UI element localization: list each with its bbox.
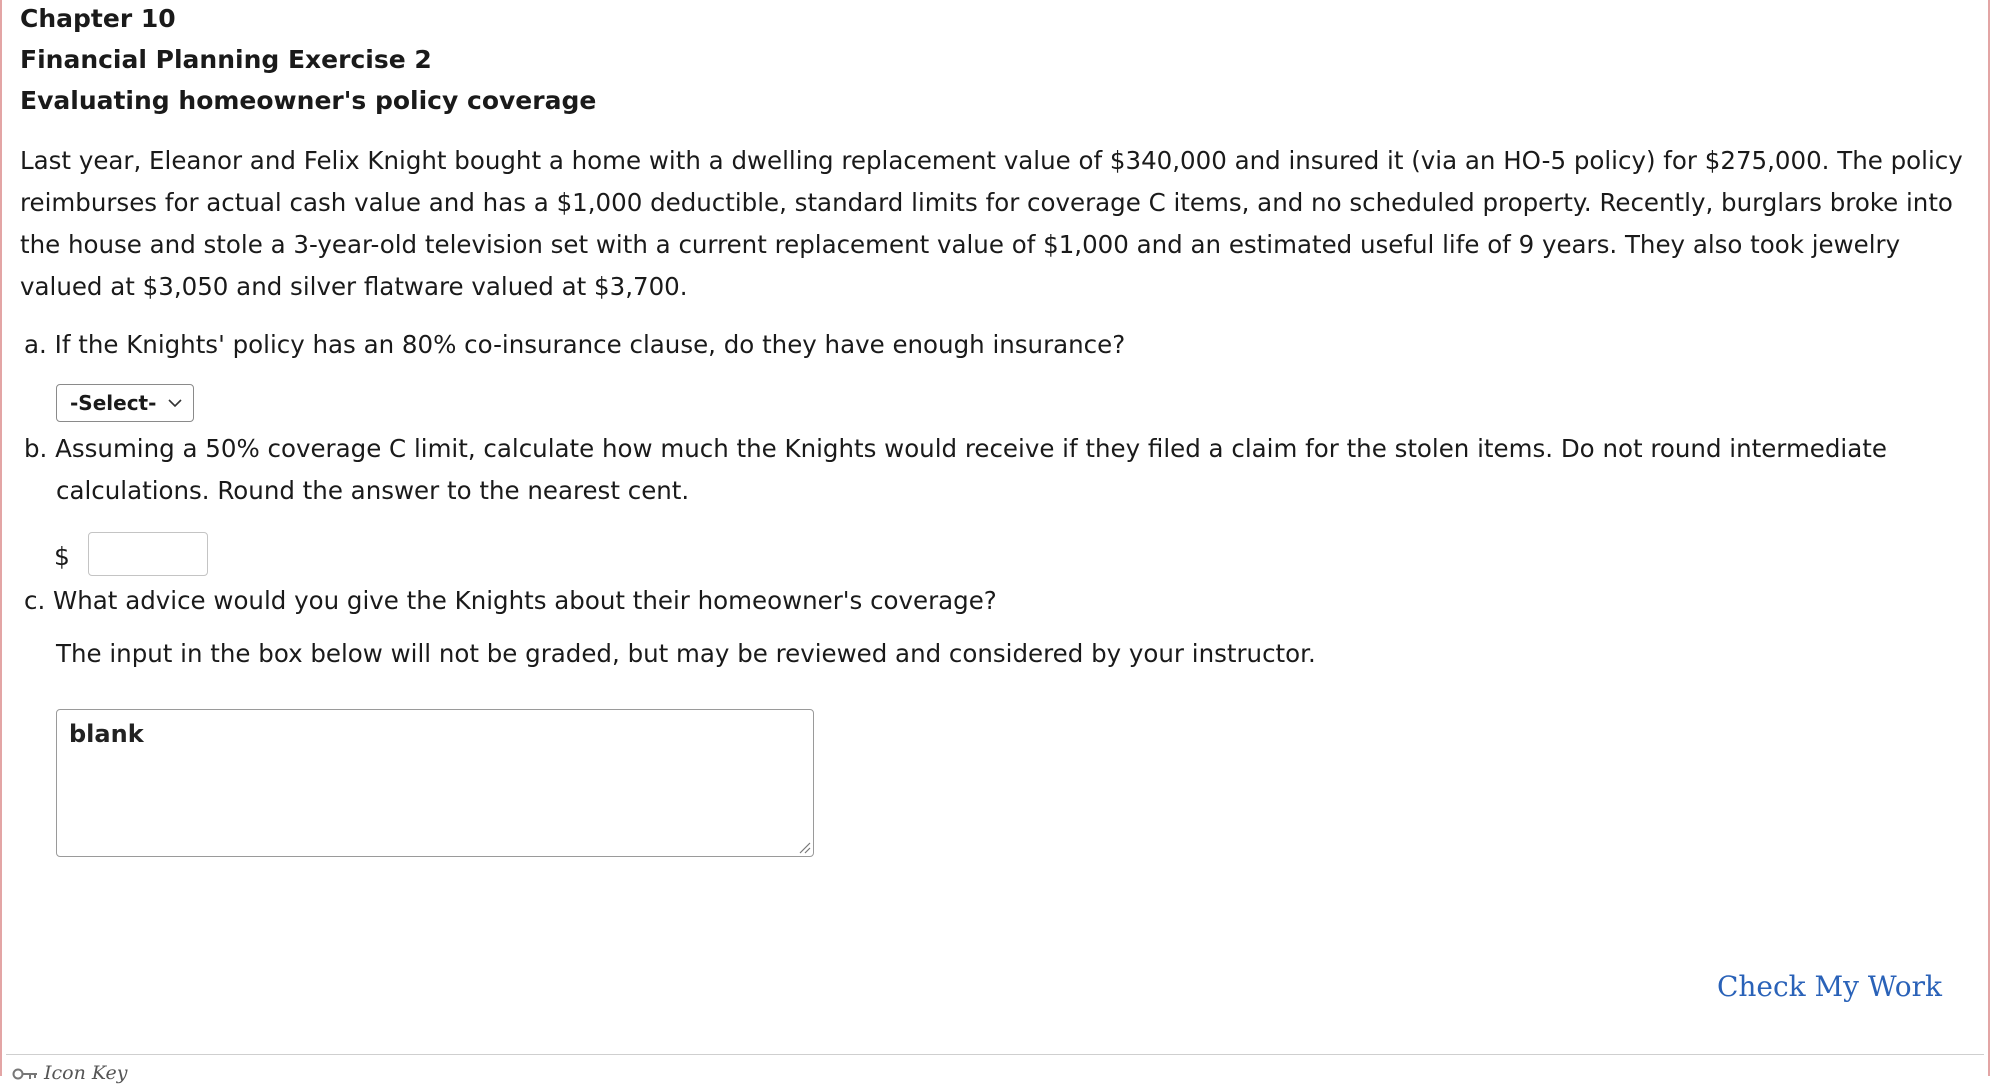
currency-symbol: $ [54, 542, 70, 571]
question-a-select[interactable] [56, 384, 194, 422]
chevron-down-icon [167, 395, 183, 411]
exercise-heading: Financial Planning Exercise 2 [20, 45, 432, 74]
question-b-amount-input[interactable] [88, 532, 208, 576]
question-c-advice-textarea[interactable] [56, 709, 814, 857]
icon-key-link[interactable] [12, 1062, 128, 1084]
check-my-work-link[interactable]: Check My Work [1716, 970, 1942, 1003]
question-c-text: c. What advice would you give the Knights about their homeowner's coverage? [24, 586, 997, 615]
question-c-textarea-value: blank [69, 720, 144, 748]
scenario-paragraph: Last year, Eleanor and Felix Knight bought a home with a dwelling replacement value of $340,000 and insured it (via an HO-5 policy) for $275,000. The policy reimburses for actual cash value and has a $1,000 deductible, standard limits for coverage C items, and no scheduled property. Recently, burglars broke into the house and stole a 3-year-old television set with a current replacement value of $1,000 and an estimated useful life of 9 years. They also took jewelry valued at $3,050 and silver flatware valued at $3,700. [20, 146, 1963, 301]
question-b-text: b. Assuming a 50% coverage C limit, calculate how much the Knights would receive if they filed a claim for the stolen items. Do not round intermediate calculations. Round the answer to the nearest cent. [24, 434, 1887, 505]
key-icon [12, 1067, 38, 1081]
footer-divider [6, 1054, 1984, 1055]
question-a-select-value: -Select- [70, 391, 157, 415]
resize-grip-icon[interactable] [797, 840, 811, 854]
icon-key-label: Icon Key [44, 1062, 128, 1084]
question-a-text: a. If the Knights' policy has an 80% co-insurance clause, do they have enough insurance? [24, 330, 1126, 359]
exercise-title: Evaluating homeowner's policy coverage [20, 86, 597, 115]
chapter-heading: Chapter 10 [20, 4, 176, 33]
question-c-note: The input in the box below will not be graded, but may be reviewed and considered by your instructor. [56, 639, 1316, 668]
